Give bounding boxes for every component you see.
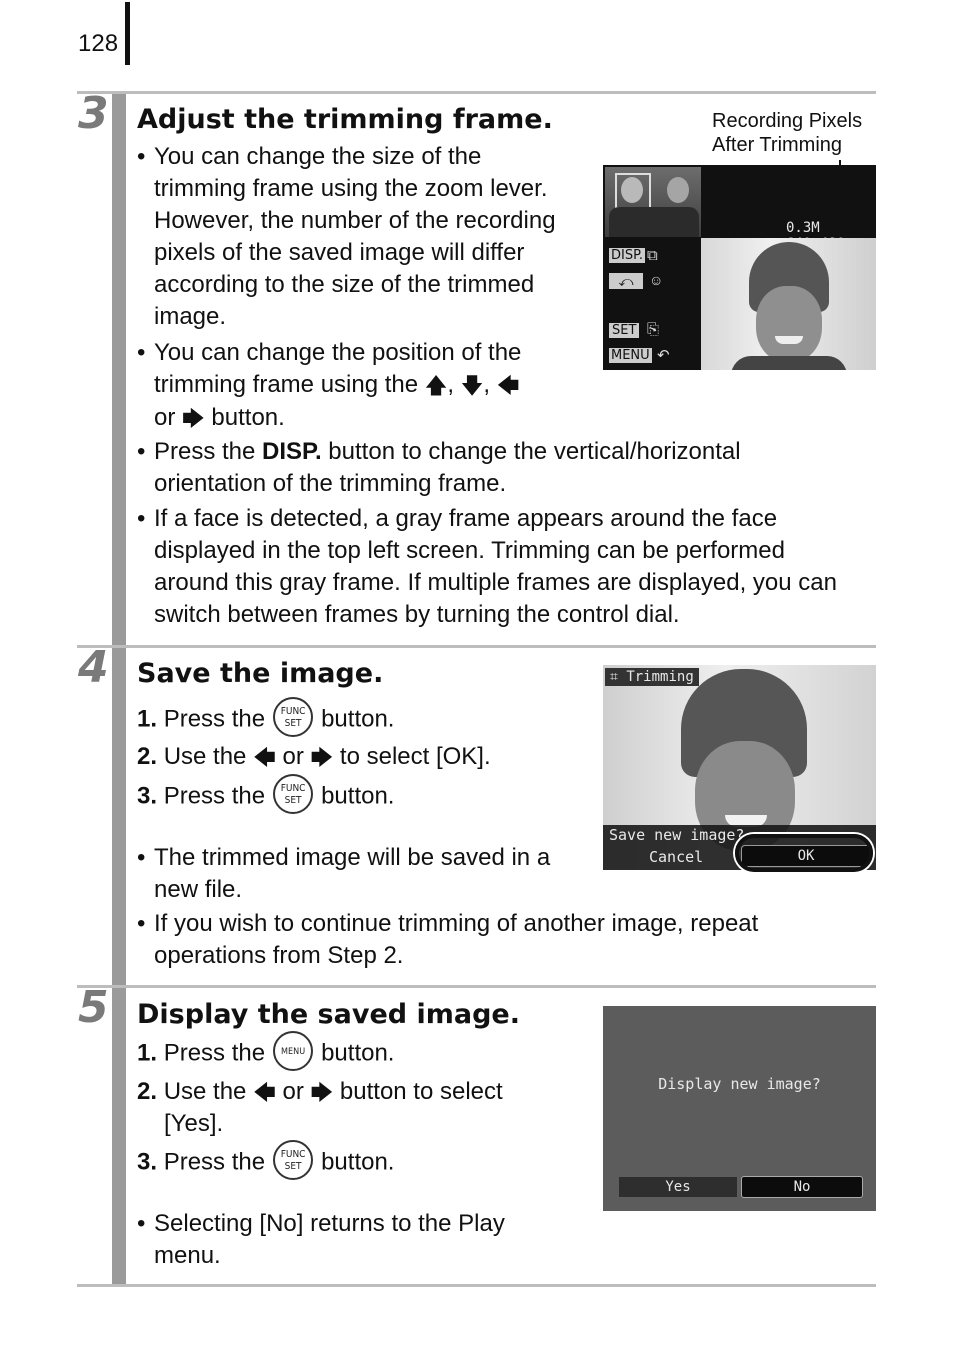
text: button to change the vertical/horizontal xyxy=(321,438,741,465)
step4-item-1 xyxy=(137,703,394,737)
step5-number: 5 xyxy=(78,982,109,1033)
item-number: 2. xyxy=(137,743,158,770)
disp-label: DISP. xyxy=(611,248,644,263)
page-number: 128 xyxy=(78,30,119,57)
item-number: 1. xyxy=(137,1039,158,1067)
bullet-text xyxy=(154,908,758,972)
line: Selecting [No] returns to the Play xyxy=(154,1210,505,1237)
collar xyxy=(731,356,847,370)
bullet-text xyxy=(154,842,550,906)
text: button. xyxy=(321,782,395,810)
line: trimming frame using the zoom lever. xyxy=(154,175,548,202)
ok-highlight-ring xyxy=(735,834,873,872)
page-number-bar xyxy=(125,2,130,65)
disp-bold: DISP. xyxy=(262,438,322,465)
thumbnail-image xyxy=(605,167,701,237)
bullet-text xyxy=(154,1208,505,1272)
func-set-button-icon xyxy=(273,697,313,737)
step4-item-3 xyxy=(137,780,394,814)
icon-text: FUNC xyxy=(280,706,306,717)
line: If you wish to continue trimming of another image, repeat xyxy=(154,910,759,937)
line: trimming frame using the 🡅, 🡇, 🡄 xyxy=(154,369,521,402)
return-icon: ↶ xyxy=(657,347,670,364)
icon-text: SET xyxy=(284,795,302,806)
crop-icon: ⌗ xyxy=(610,669,618,685)
right-arrow-icon: 🡆 xyxy=(310,1080,334,1105)
text: Use the xyxy=(163,1078,247,1105)
enlarged-photo xyxy=(701,238,876,370)
recording-pixels-caption xyxy=(712,109,862,157)
caption-line-2: After Trimming xyxy=(712,134,843,156)
line: You can change the size of the xyxy=(154,143,482,170)
item-number: 3. xyxy=(137,782,158,810)
text: Press the xyxy=(154,438,263,465)
text: button. xyxy=(321,705,395,733)
item-number: 3. xyxy=(137,1148,158,1176)
text: Press the xyxy=(163,1039,266,1067)
up-arrow-icon: 🡅 xyxy=(424,373,448,398)
line xyxy=(154,402,521,435)
step5-item-2-line2: [Yes]. xyxy=(164,1110,224,1137)
down-arrow-icon: 🡇 xyxy=(460,373,484,398)
right-arrow-icon: 🡆 xyxy=(182,406,205,431)
bullet-text xyxy=(154,141,556,333)
trimming-screen xyxy=(603,165,876,370)
step4-top-rule xyxy=(77,645,876,648)
step3-heading: Adjust the trimming frame. xyxy=(137,104,553,135)
bottom-rule xyxy=(77,1284,876,1287)
text: or xyxy=(282,743,304,770)
menu-label: MENU xyxy=(611,348,650,363)
dial-icon: ⤺ xyxy=(609,273,643,289)
bullet-dot: • xyxy=(137,438,146,465)
line: new file. xyxy=(154,876,243,903)
bullet-dot: • xyxy=(137,910,146,937)
icon-text: FUNC xyxy=(280,1149,306,1160)
ok-option[interactable]: OK xyxy=(741,845,871,867)
text: button. xyxy=(321,1148,395,1176)
text: or xyxy=(154,404,176,431)
step4-side-bar xyxy=(112,648,126,986)
step3-top-rule xyxy=(77,91,876,94)
bullet-dot: • xyxy=(137,143,146,170)
bullet-dot: • xyxy=(137,844,146,871)
text: to select [OK]. xyxy=(339,743,491,770)
text: or xyxy=(282,1078,304,1105)
face-thumb-1 xyxy=(621,177,643,203)
left-arrow-icon: 🡄 xyxy=(253,1080,276,1105)
line: around this gray frame. If multiple frames are displayed, you can xyxy=(154,569,837,596)
rotate-icon: ⧉ xyxy=(647,247,658,264)
set-label: SET xyxy=(609,323,639,338)
face-thumb-2 xyxy=(667,177,689,203)
text: Press the xyxy=(163,705,266,733)
step4-item-2 xyxy=(137,741,491,774)
line: The trimmed image will be saved in a xyxy=(154,844,551,871)
item-number: 1. xyxy=(137,705,158,733)
bullet-text xyxy=(154,436,741,500)
line: switch between frames by turning the control dial. xyxy=(154,601,680,628)
cancel-option[interactable]: Cancel xyxy=(649,848,704,866)
step5-heading: Display the saved image. xyxy=(137,999,520,1030)
text: Use the xyxy=(163,743,247,770)
func-set-button-icon xyxy=(273,1140,313,1180)
item-number: 2. xyxy=(137,1078,158,1105)
face-select-icon: ☺ xyxy=(649,272,664,288)
step5-top-rule xyxy=(77,985,876,988)
bullet-dot: • xyxy=(137,339,146,366)
line: You can change the position of the xyxy=(154,339,522,366)
step4-heading: Save the image. xyxy=(137,658,384,689)
line: If a face is detected, a gray frame appears around the face xyxy=(154,505,778,532)
shoulders xyxy=(609,207,699,237)
yes-option[interactable]: Yes xyxy=(619,1177,737,1197)
func-set-button-icon xyxy=(273,774,313,814)
line: However, the number of the recording xyxy=(154,207,556,234)
no-option[interactable]: No xyxy=(741,1176,863,1198)
left-arrow-icon: 🡄 xyxy=(253,745,276,770)
step4-number: 4 xyxy=(78,642,109,693)
title-text: Trimming xyxy=(626,669,694,685)
step5-item-3 xyxy=(137,1146,394,1180)
save-prompt: Save new image? xyxy=(609,826,745,844)
bullet-text xyxy=(154,503,837,631)
text: Press the xyxy=(163,1148,266,1176)
caption-line-1: Recording Pixels xyxy=(712,110,863,132)
text: button. xyxy=(321,1039,395,1067)
bullet-text xyxy=(154,337,521,435)
step5-side-bar xyxy=(112,988,126,1285)
menu-button-icon: MENU xyxy=(273,1031,313,1071)
text: button. xyxy=(211,404,285,431)
smile xyxy=(775,336,803,344)
left-arrow-icon: 🡄 xyxy=(496,373,520,398)
trimming-title xyxy=(605,668,699,686)
line: orientation of the trimming frame. xyxy=(154,470,507,497)
face xyxy=(756,286,822,362)
step5-item-1 xyxy=(137,1037,394,1071)
line: menu. xyxy=(154,1242,221,1269)
line xyxy=(154,436,741,468)
bullet-dot: • xyxy=(137,505,146,532)
text: Press the xyxy=(163,782,266,810)
line: image. xyxy=(154,303,227,330)
step5-item-2 xyxy=(137,1076,503,1109)
icon-text: SET xyxy=(284,718,302,729)
line: according to the size of the trimmed xyxy=(154,271,535,298)
display-image-screen xyxy=(603,1006,876,1211)
display-prompt: Display new image? xyxy=(658,1075,821,1093)
bullet-dot: • xyxy=(137,1210,146,1237)
text: trimming frame using the xyxy=(154,371,419,398)
step3-side-bar xyxy=(112,94,126,646)
text: button to select xyxy=(339,1078,503,1105)
line: pixels of the saved image will differ xyxy=(154,239,525,266)
line: displayed in the top left screen. Trimming can be performed xyxy=(154,537,785,564)
trim-icon: ⎘ xyxy=(647,321,660,338)
icon-text: SET xyxy=(284,1161,302,1172)
line: operations from Step 2. xyxy=(154,942,404,969)
pixels-readout: 0.3M xyxy=(786,220,820,236)
right-arrow-icon: 🡆 xyxy=(310,745,334,770)
step3-number: 3 xyxy=(78,88,109,139)
icon-text: FUNC xyxy=(280,783,306,794)
